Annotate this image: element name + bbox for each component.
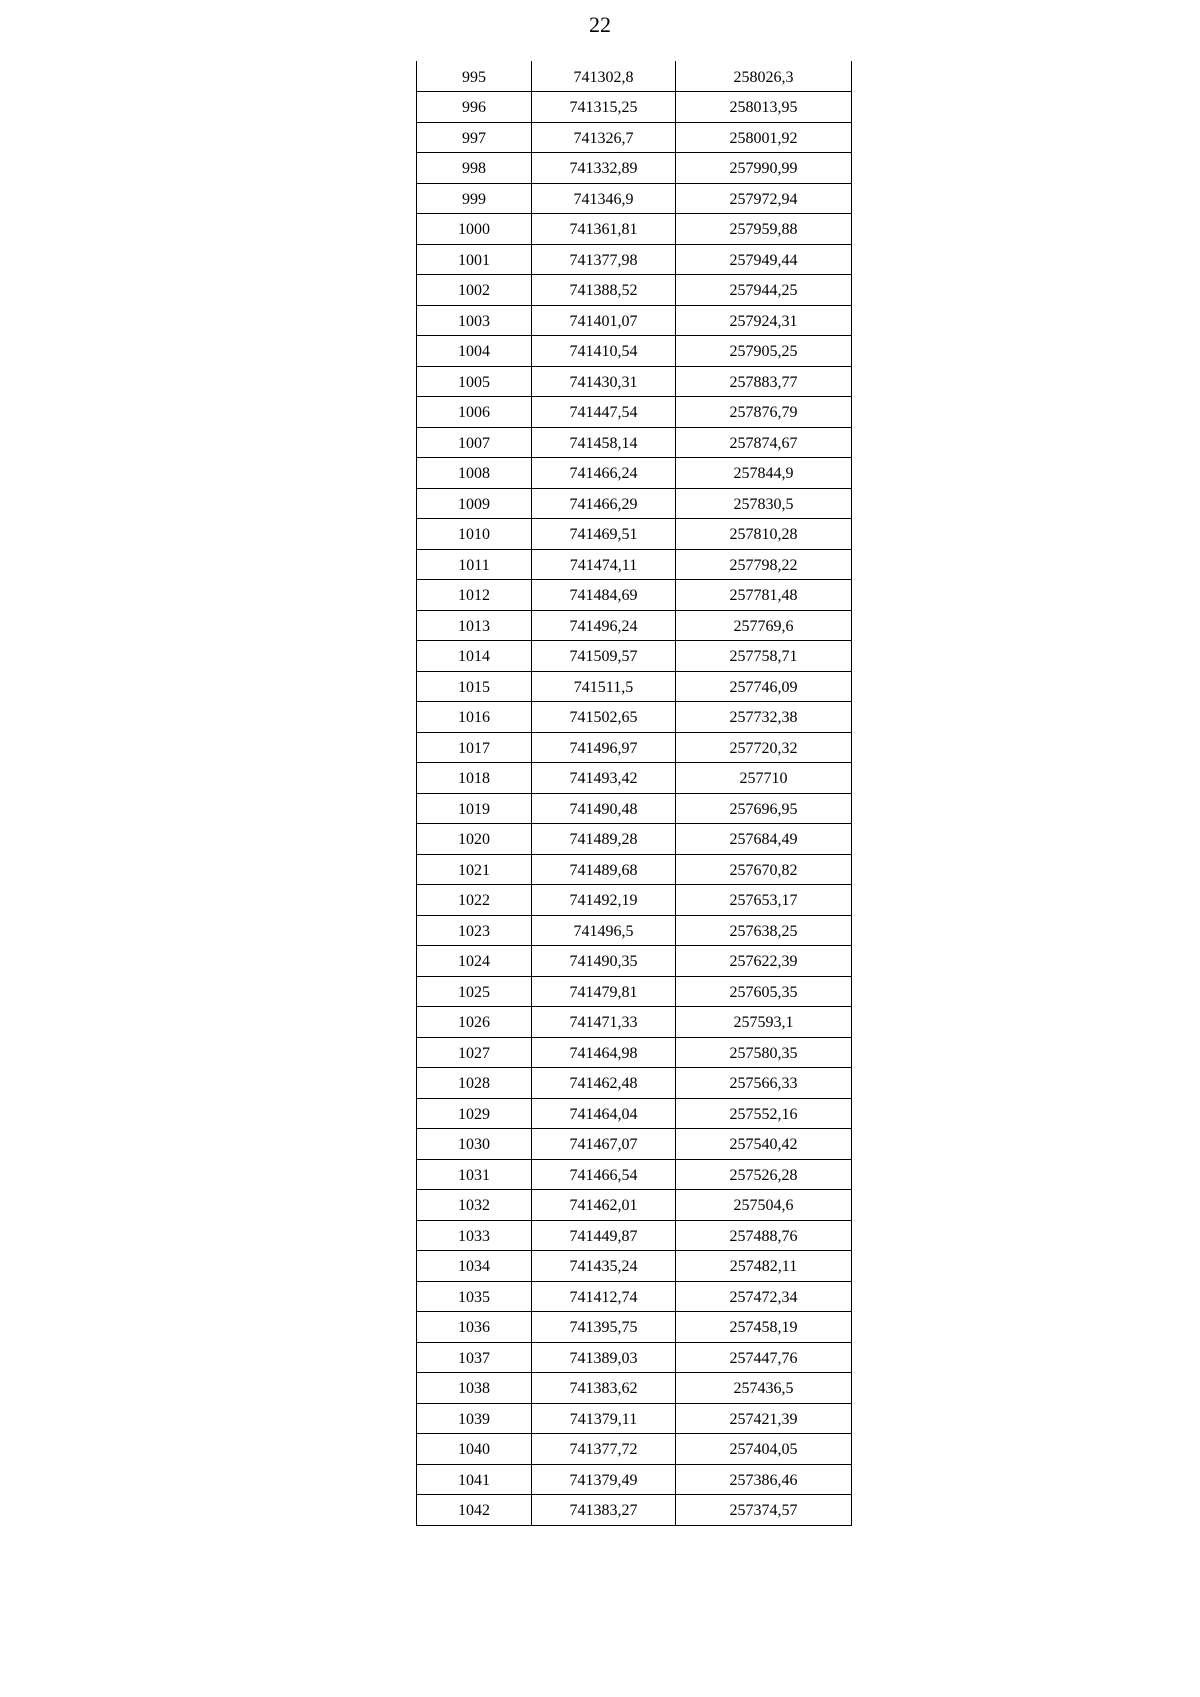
table-row <box>417 183 852 214</box>
x-coordinate-cell: 741492,19 <box>532 885 676 916</box>
point-number-cell: 1042 <box>417 1495 532 1526</box>
point-number-cell: 1001 <box>417 244 532 275</box>
table-row <box>417 793 852 824</box>
y-coordinate-cell: 257374,57 <box>676 1495 852 1526</box>
x-coordinate-cell: 741466,29 <box>532 488 676 519</box>
y-coordinate-cell: 257593,1 <box>676 1007 852 1038</box>
y-coordinate-cell: 257769,6 <box>676 610 852 641</box>
table-row <box>417 1342 852 1373</box>
y-coordinate-cell: 257482,11 <box>676 1251 852 1282</box>
table-row <box>417 275 852 306</box>
point-number-cell: 1037 <box>417 1342 532 1373</box>
x-coordinate-cell: 741395,75 <box>532 1312 676 1343</box>
table-row <box>417 1495 852 1526</box>
y-coordinate-cell: 257810,28 <box>676 519 852 550</box>
point-number-cell: 997 <box>417 122 532 153</box>
x-coordinate-cell: 741361,81 <box>532 214 676 245</box>
x-coordinate-cell: 741410,54 <box>532 336 676 367</box>
x-coordinate-cell: 741489,28 <box>532 824 676 855</box>
y-coordinate-cell: 257540,42 <box>676 1129 852 1160</box>
point-number-cell: 1033 <box>417 1220 532 1251</box>
x-coordinate-cell: 741315,25 <box>532 92 676 123</box>
table-row <box>417 366 852 397</box>
x-coordinate-cell: 741449,87 <box>532 1220 676 1251</box>
y-coordinate-cell: 257844,9 <box>676 458 852 489</box>
table-row <box>417 702 852 733</box>
point-number-cell: 1016 <box>417 702 532 733</box>
point-number-cell: 1035 <box>417 1281 532 1312</box>
table-row <box>417 732 852 763</box>
point-number-cell: 1002 <box>417 275 532 306</box>
table-row <box>417 122 852 153</box>
table-row <box>417 214 852 245</box>
y-coordinate-cell: 257670,82 <box>676 854 852 885</box>
page-number: 22 <box>589 12 611 37</box>
table-row <box>417 519 852 550</box>
x-coordinate-cell: 741469,51 <box>532 519 676 550</box>
x-coordinate-cell: 741509,57 <box>532 641 676 672</box>
x-coordinate-cell: 741462,01 <box>532 1190 676 1221</box>
table-row <box>417 1220 852 1251</box>
y-coordinate-cell: 257684,49 <box>676 824 852 855</box>
coordinates-table-body <box>417 61 852 1525</box>
x-coordinate-cell: 741389,03 <box>532 1342 676 1373</box>
x-coordinate-cell: 741493,42 <box>532 763 676 794</box>
point-number-cell: 1038 <box>417 1373 532 1404</box>
y-coordinate-cell: 257949,44 <box>676 244 852 275</box>
y-coordinate-cell: 257959,88 <box>676 214 852 245</box>
x-coordinate-cell: 741401,07 <box>532 305 676 336</box>
point-number-cell: 1006 <box>417 397 532 428</box>
point-number-cell: 1041 <box>417 1464 532 1495</box>
y-coordinate-cell: 257504,6 <box>676 1190 852 1221</box>
x-coordinate-cell: 741471,33 <box>532 1007 676 1038</box>
x-coordinate-cell: 741462,48 <box>532 1068 676 1099</box>
x-coordinate-cell: 741490,48 <box>532 793 676 824</box>
point-number-cell: 1034 <box>417 1251 532 1282</box>
y-coordinate-cell: 257580,35 <box>676 1037 852 1068</box>
y-coordinate-cell: 257605,35 <box>676 976 852 1007</box>
y-coordinate-cell: 257720,32 <box>676 732 852 763</box>
point-number-cell: 1008 <box>417 458 532 489</box>
x-coordinate-cell: 741458,14 <box>532 427 676 458</box>
y-coordinate-cell: 257944,25 <box>676 275 852 306</box>
x-coordinate-cell: 741388,52 <box>532 275 676 306</box>
table-row <box>417 1434 852 1465</box>
point-number-cell: 1021 <box>417 854 532 885</box>
y-coordinate-cell: 257386,46 <box>676 1464 852 1495</box>
y-coordinate-cell: 257622,39 <box>676 946 852 977</box>
table-row <box>417 1312 852 1343</box>
x-coordinate-cell: 741377,72 <box>532 1434 676 1465</box>
y-coordinate-cell: 257710 <box>676 763 852 794</box>
y-coordinate-cell: 257798,22 <box>676 549 852 580</box>
table-row <box>417 1068 852 1099</box>
x-coordinate-cell: 741383,27 <box>532 1495 676 1526</box>
table-row <box>417 915 852 946</box>
point-number-cell: 1026 <box>417 1007 532 1038</box>
table-row <box>417 1281 852 1312</box>
table-row <box>417 1007 852 1038</box>
table-row <box>417 153 852 184</box>
y-coordinate-cell: 257781,48 <box>676 580 852 611</box>
point-number-cell: 1036 <box>417 1312 532 1343</box>
y-coordinate-cell: 257404,05 <box>676 1434 852 1465</box>
point-number-cell: 1028 <box>417 1068 532 1099</box>
table-row <box>417 488 852 519</box>
x-coordinate-cell: 741412,74 <box>532 1281 676 1312</box>
x-coordinate-cell: 741383,62 <box>532 1373 676 1404</box>
x-coordinate-cell: 741496,97 <box>532 732 676 763</box>
x-coordinate-cell: 741496,5 <box>532 915 676 946</box>
y-coordinate-cell: 257758,71 <box>676 641 852 672</box>
y-coordinate-cell: 257526,28 <box>676 1159 852 1190</box>
y-coordinate-cell: 257421,39 <box>676 1403 852 1434</box>
point-number-cell: 999 <box>417 183 532 214</box>
x-coordinate-cell: 741447,54 <box>532 397 676 428</box>
x-coordinate-cell: 741464,04 <box>532 1098 676 1129</box>
x-coordinate-cell: 741474,11 <box>532 549 676 580</box>
point-number-cell: 1039 <box>417 1403 532 1434</box>
y-coordinate-cell: 257876,79 <box>676 397 852 428</box>
y-coordinate-cell: 257447,76 <box>676 1342 852 1373</box>
table-row <box>417 305 852 336</box>
x-coordinate-cell: 741496,24 <box>532 610 676 641</box>
point-number-cell: 995 <box>417 61 532 92</box>
y-coordinate-cell: 257905,25 <box>676 336 852 367</box>
table-row <box>417 1098 852 1129</box>
point-number-cell: 1020 <box>417 824 532 855</box>
x-coordinate-cell: 741502,65 <box>532 702 676 733</box>
point-number-cell: 1000 <box>417 214 532 245</box>
point-number-cell: 1022 <box>417 885 532 916</box>
table-row <box>417 1190 852 1221</box>
table-row <box>417 1464 852 1495</box>
table-row <box>417 397 852 428</box>
x-coordinate-cell: 741464,98 <box>532 1037 676 1068</box>
x-coordinate-cell: 741490,35 <box>532 946 676 977</box>
table-row <box>417 1251 852 1282</box>
point-number-cell: 1040 <box>417 1434 532 1465</box>
point-number-cell: 1032 <box>417 1190 532 1221</box>
table-row <box>417 427 852 458</box>
point-number-cell: 1025 <box>417 976 532 1007</box>
x-coordinate-cell: 741466,54 <box>532 1159 676 1190</box>
x-coordinate-cell: 741430,31 <box>532 366 676 397</box>
point-number-cell: 1030 <box>417 1129 532 1160</box>
table-row <box>417 580 852 611</box>
x-coordinate-cell: 741379,11 <box>532 1403 676 1434</box>
table-row <box>417 976 852 1007</box>
table-row <box>417 946 852 977</box>
y-coordinate-cell: 257552,16 <box>676 1098 852 1129</box>
x-coordinate-cell: 741466,24 <box>532 458 676 489</box>
point-number-cell: 996 <box>417 92 532 123</box>
point-number-cell: 1024 <box>417 946 532 977</box>
y-coordinate-cell: 257653,17 <box>676 885 852 916</box>
point-number-cell: 1023 <box>417 915 532 946</box>
table-row <box>417 641 852 672</box>
point-number-cell: 1009 <box>417 488 532 519</box>
table-row <box>417 854 852 885</box>
y-coordinate-cell: 257883,77 <box>676 366 852 397</box>
x-coordinate-cell: 741467,07 <box>532 1129 676 1160</box>
table-row <box>417 763 852 794</box>
table-row <box>417 1129 852 1160</box>
point-number-cell: 1017 <box>417 732 532 763</box>
table-row <box>417 549 852 580</box>
table-row <box>417 885 852 916</box>
point-number-cell: 1004 <box>417 336 532 367</box>
y-coordinate-cell: 257732,38 <box>676 702 852 733</box>
y-coordinate-cell: 258001,92 <box>676 122 852 153</box>
x-coordinate-cell: 741479,81 <box>532 976 676 1007</box>
table-row <box>417 1159 852 1190</box>
point-number-cell: 1018 <box>417 763 532 794</box>
x-coordinate-cell: 741332,89 <box>532 153 676 184</box>
table-row <box>417 92 852 123</box>
x-coordinate-cell: 741511,5 <box>532 671 676 702</box>
y-coordinate-cell: 257458,19 <box>676 1312 852 1343</box>
table-row <box>417 458 852 489</box>
table-row <box>417 244 852 275</box>
y-coordinate-cell: 258026,3 <box>676 61 852 92</box>
point-number-cell: 1019 <box>417 793 532 824</box>
y-coordinate-cell: 257566,33 <box>676 1068 852 1099</box>
table-row <box>417 61 852 92</box>
table-row <box>417 824 852 855</box>
point-number-cell: 1014 <box>417 641 532 672</box>
point-number-cell: 1005 <box>417 366 532 397</box>
point-number-cell: 1029 <box>417 1098 532 1129</box>
x-coordinate-cell: 741484,69 <box>532 580 676 611</box>
point-number-cell: 1012 <box>417 580 532 611</box>
point-number-cell: 1003 <box>417 305 532 336</box>
y-coordinate-cell: 257874,67 <box>676 427 852 458</box>
table-row <box>417 1373 852 1404</box>
y-coordinate-cell: 257990,99 <box>676 153 852 184</box>
point-number-cell: 1011 <box>417 549 532 580</box>
x-coordinate-cell: 741377,98 <box>532 244 676 275</box>
point-number-cell: 1015 <box>417 671 532 702</box>
point-number-cell: 998 <box>417 153 532 184</box>
x-coordinate-cell: 741435,24 <box>532 1251 676 1282</box>
table-row <box>417 610 852 641</box>
point-number-cell: 1031 <box>417 1159 532 1190</box>
table-row <box>417 1037 852 1068</box>
y-coordinate-cell: 258013,95 <box>676 92 852 123</box>
coordinates-table <box>416 61 852 1526</box>
y-coordinate-cell: 257830,5 <box>676 488 852 519</box>
x-coordinate-cell: 741379,49 <box>532 1464 676 1495</box>
y-coordinate-cell: 257972,94 <box>676 183 852 214</box>
y-coordinate-cell: 257696,95 <box>676 793 852 824</box>
y-coordinate-cell: 257746,09 <box>676 671 852 702</box>
table-row <box>417 1403 852 1434</box>
y-coordinate-cell: 257488,76 <box>676 1220 852 1251</box>
table-row <box>417 336 852 367</box>
x-coordinate-cell: 741346,9 <box>532 183 676 214</box>
x-coordinate-cell: 741489,68 <box>532 854 676 885</box>
point-number-cell: 1013 <box>417 610 532 641</box>
point-number-cell: 1007 <box>417 427 532 458</box>
y-coordinate-cell: 257924,31 <box>676 305 852 336</box>
point-number-cell: 1010 <box>417 519 532 550</box>
x-coordinate-cell: 741326,7 <box>532 122 676 153</box>
point-number-cell: 1027 <box>417 1037 532 1068</box>
y-coordinate-cell: 257472,34 <box>676 1281 852 1312</box>
y-coordinate-cell: 257638,25 <box>676 915 852 946</box>
y-coordinate-cell: 257436,5 <box>676 1373 852 1404</box>
table-row <box>417 671 852 702</box>
x-coordinate-cell: 741302,8 <box>532 61 676 92</box>
